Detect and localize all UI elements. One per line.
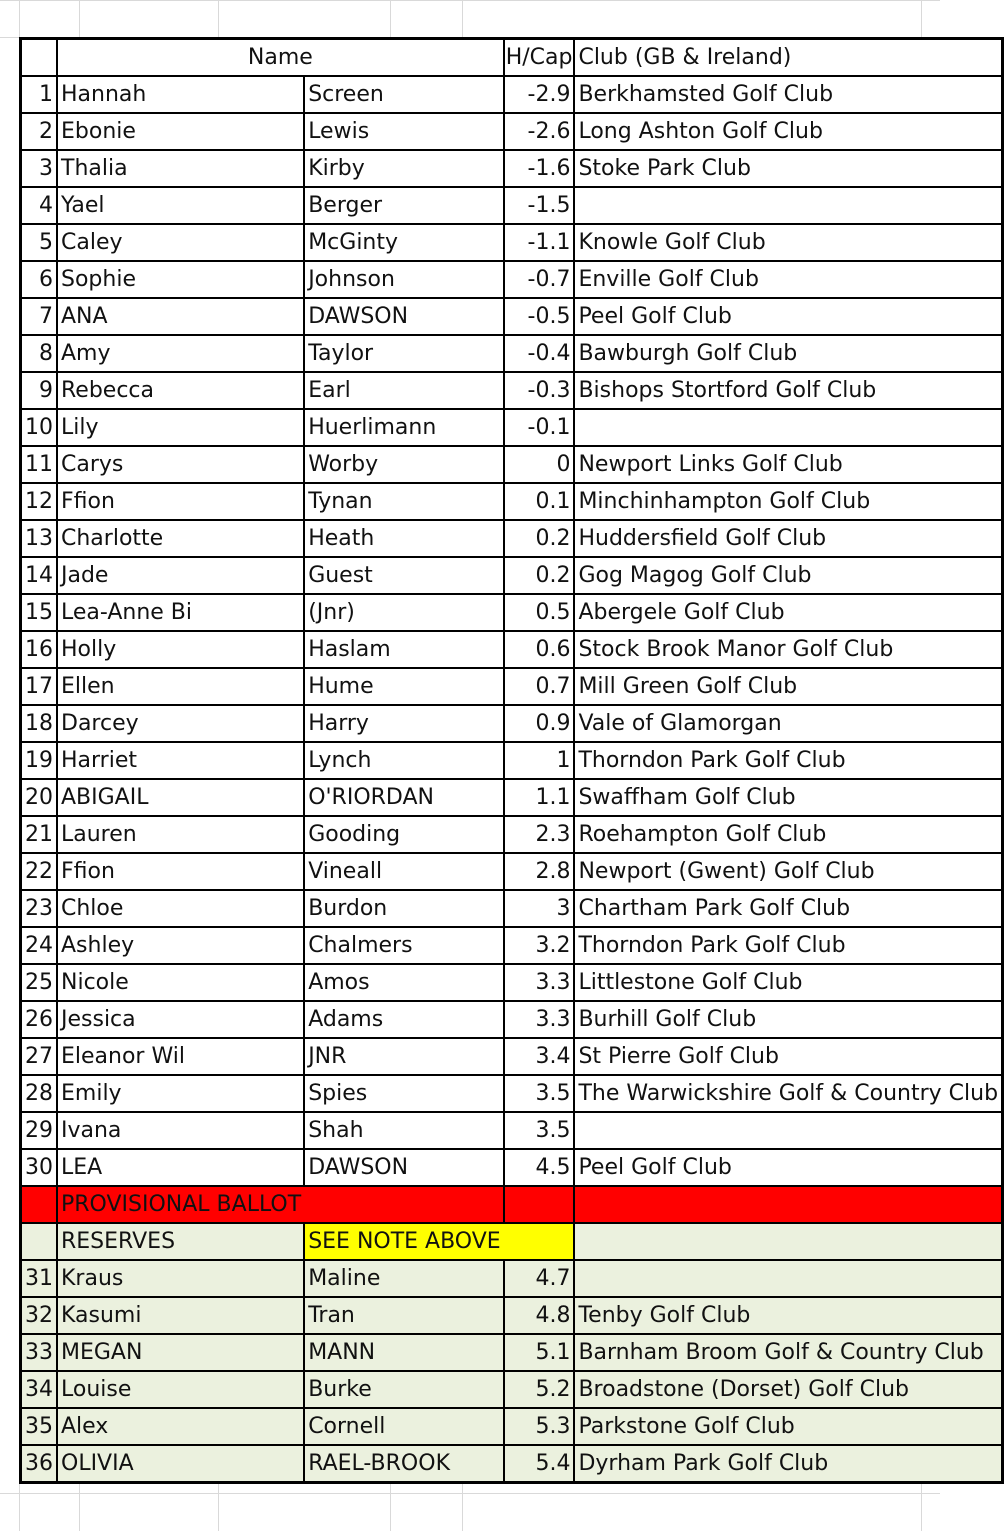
first-name-cell[interactable]: Eleanor Wil	[57, 1038, 304, 1075]
last-name-cell[interactable]: Gooding	[304, 816, 504, 853]
handicap-cell[interactable]: 2.8	[504, 853, 575, 890]
provisional-ballot-row	[21, 1186, 1003, 1223]
entry-number-cell[interactable]: 24	[21, 927, 58, 964]
header-hcap[interactable]: H/Cap	[504, 39, 575, 77]
last-name-cell[interactable]: Heath	[304, 520, 504, 557]
table-row	[21, 261, 1003, 298]
ballot-lastname-cell[interactable]	[304, 1186, 504, 1223]
entry-number-cell[interactable]: 29	[21, 1112, 58, 1149]
entry-number-cell[interactable]: 3	[21, 150, 58, 187]
last-name-cell[interactable]: Lewis	[304, 113, 504, 150]
table-row	[21, 964, 1003, 1001]
handicap-cell[interactable]: 3.3	[504, 964, 575, 1001]
last-name-cell[interactable]: Guest	[304, 557, 504, 594]
club-cell[interactable]: Broadstone (Dorset) Golf Club	[574, 1371, 1002, 1408]
table-row	[21, 1260, 1003, 1297]
club-cell[interactable]: Stoke Park Club	[574, 150, 1002, 187]
handicap-cell[interactable]: 3.2	[504, 927, 575, 964]
handicap-cell[interactable]: 3.5	[504, 1075, 575, 1112]
last-name-cell[interactable]: DAWSON	[304, 1149, 504, 1186]
table-row	[21, 187, 1003, 224]
club-cell[interactable]: Bishops Stortford Golf Club	[574, 372, 1002, 409]
first-name-cell[interactable]: Amy	[57, 335, 304, 372]
first-name-cell[interactable]: Lauren	[57, 816, 304, 853]
first-name-cell[interactable]: Kasumi	[57, 1297, 304, 1334]
handicap-cell[interactable]: 0.2	[504, 557, 575, 594]
first-name-cell[interactable]: Ffion	[57, 853, 304, 890]
table-row	[21, 224, 1003, 261]
handicap-cell[interactable]: 0.9	[504, 705, 575, 742]
last-name-cell[interactable]: Screen	[304, 76, 504, 113]
club-cell[interactable]: Swaffham Golf Club	[574, 779, 1002, 816]
last-name-cell[interactable]: MANN	[304, 1334, 504, 1371]
header-row	[21, 39, 1003, 77]
entry-number-cell[interactable]: 25	[21, 964, 58, 1001]
last-name-cell[interactable]: JNR	[304, 1038, 504, 1075]
entry-number-cell[interactable]: 9	[21, 372, 58, 409]
first-name-cell[interactable]: Sophie	[57, 261, 304, 298]
first-name-cell[interactable]: Nicole	[57, 964, 304, 1001]
last-name-cell[interactable]: Maline	[304, 1260, 504, 1297]
last-name-cell[interactable]: McGinty	[304, 224, 504, 261]
club-cell[interactable]: Newport (Gwent) Golf Club	[574, 853, 1002, 890]
entry-number-cell[interactable]: 28	[21, 1075, 58, 1112]
table-row	[21, 298, 1003, 335]
first-name-cell[interactable]: Ivana	[57, 1112, 304, 1149]
reserves-label[interactable]: RESERVES	[57, 1223, 304, 1260]
club-cell[interactable]: Newport Links Golf Club	[574, 446, 1002, 483]
first-name-cell[interactable]: Yael	[57, 187, 304, 224]
first-name-cell[interactable]: Carys	[57, 446, 304, 483]
club-cell[interactable]: Huddersfield Golf Club	[574, 520, 1002, 557]
table-row	[21, 150, 1003, 187]
entry-number-cell[interactable]: 32	[21, 1297, 58, 1334]
first-name-cell[interactable]: Ashley	[57, 927, 304, 964]
table-row	[21, 779, 1003, 816]
club-cell[interactable]: Stock Brook Manor Golf Club	[574, 631, 1002, 668]
reserves-note[interactable]: SEE NOTE ABOVE	[304, 1223, 504, 1260]
first-name-cell[interactable]: ANA	[57, 298, 304, 335]
first-name-cell[interactable]: Emily	[57, 1075, 304, 1112]
club-cell[interactable]: Dyrham Park Golf Club	[574, 1445, 1002, 1483]
first-name-cell[interactable]: Louise	[57, 1371, 304, 1408]
club-cell[interactable]: Long Ashton Golf Club	[574, 113, 1002, 150]
table-row	[21, 483, 1003, 520]
club-cell[interactable]: St Pierre Golf Club	[574, 1038, 1002, 1075]
club-cell[interactable]: Mill Green Golf Club	[574, 668, 1002, 705]
last-name-cell[interactable]: Spies	[304, 1075, 504, 1112]
handicap-cell[interactable]: 4.8	[504, 1297, 575, 1334]
last-name-cell[interactable]: DAWSON	[304, 298, 504, 335]
table-row	[21, 557, 1003, 594]
table-row	[21, 1371, 1003, 1408]
handicap-cell[interactable]: -0.7	[504, 261, 575, 298]
handicap-cell[interactable]: 4.7	[504, 1260, 575, 1297]
club-cell[interactable]: Bawburgh Golf Club	[574, 335, 1002, 372]
first-name-cell[interactable]: Jade	[57, 557, 304, 594]
table-row	[21, 1297, 1003, 1334]
table-row	[21, 631, 1003, 668]
first-name-cell[interactable]: Holly	[57, 631, 304, 668]
entry-number-cell[interactable]: 23	[21, 890, 58, 927]
roster-table	[19, 37, 1004, 1484]
handicap-cell[interactable]: -1.6	[504, 150, 575, 187]
handicap-cell[interactable]: -1.1	[504, 224, 575, 261]
club-cell[interactable]: Roehampton Golf Club	[574, 816, 1002, 853]
entry-number-cell[interactable]: 35	[21, 1408, 58, 1445]
last-name-cell[interactable]: Tynan	[304, 483, 504, 520]
entry-number-cell[interactable]: 17	[21, 668, 58, 705]
entry-number-cell[interactable]: 22	[21, 853, 58, 890]
entry-number-cell[interactable]: 14	[21, 557, 58, 594]
club-cell[interactable]	[574, 409, 1002, 446]
reserves-header-row	[21, 1223, 1003, 1260]
handicap-cell[interactable]: 5.4	[504, 1445, 575, 1483]
handicap-cell[interactable]: -0.4	[504, 335, 575, 372]
handicap-cell[interactable]: 1.1	[504, 779, 575, 816]
club-cell[interactable]: The Warwickshire Golf & Country Club	[574, 1075, 1002, 1112]
entry-number-cell[interactable]: 19	[21, 742, 58, 779]
first-name-cell[interactable]: OLIVIA	[57, 1445, 304, 1483]
table-row	[21, 594, 1003, 631]
club-cell[interactable]: Abergele Golf Club	[574, 594, 1002, 631]
first-name-cell[interactable]: ABIGAIL	[57, 779, 304, 816]
handicap-cell[interactable]: 0.5	[504, 594, 575, 631]
last-name-cell[interactable]: Taylor	[304, 335, 504, 372]
first-name-cell[interactable]: Ffion	[57, 483, 304, 520]
handicap-cell[interactable]: 1	[504, 742, 575, 779]
header-number-cell[interactable]	[21, 39, 58, 77]
handicap-cell[interactable]: 2.3	[504, 816, 575, 853]
entry-number-cell[interactable]: 21	[21, 816, 58, 853]
last-name-cell[interactable]: Worby	[304, 446, 504, 483]
first-name-cell[interactable]: Kraus	[57, 1260, 304, 1297]
last-name-cell[interactable]: Tran	[304, 1297, 504, 1334]
entry-number-cell[interactable]: 31	[21, 1260, 58, 1297]
last-name-cell[interactable]: Johnson	[304, 261, 504, 298]
entry-number-cell[interactable]: 36	[21, 1445, 58, 1483]
club-cell[interactable]: Enville Golf Club	[574, 261, 1002, 298]
last-name-cell[interactable]: Berger	[304, 187, 504, 224]
handicap-cell[interactable]: 0.7	[504, 668, 575, 705]
handicap-cell[interactable]: 5.1	[504, 1334, 575, 1371]
handicap-cell[interactable]: 5.3	[504, 1408, 575, 1445]
last-name-cell[interactable]: Harry	[304, 705, 504, 742]
last-name-cell[interactable]: O'RIORDAN	[304, 779, 504, 816]
last-name-cell[interactable]: RAEL-BROOK	[304, 1445, 504, 1483]
handicap-cell[interactable]: -0.1	[504, 409, 575, 446]
last-name-cell[interactable]: Kirby	[304, 150, 504, 187]
first-name-cell[interactable]: Ellen	[57, 668, 304, 705]
first-name-cell[interactable]: Jessica	[57, 1001, 304, 1038]
first-name-cell[interactable]: Charlotte	[57, 520, 304, 557]
first-name-cell[interactable]: LEA	[57, 1149, 304, 1186]
last-name-cell[interactable]: Chalmers	[304, 927, 504, 964]
entry-number-cell[interactable]: 6	[21, 261, 58, 298]
table-row	[21, 927, 1003, 964]
first-name-cell[interactable]: Alex	[57, 1408, 304, 1445]
handicap-cell[interactable]: 3	[504, 890, 575, 927]
entry-number-cell[interactable]: 26	[21, 1001, 58, 1038]
last-name-cell[interactable]: Adams	[304, 1001, 504, 1038]
table-row	[21, 520, 1003, 557]
ballot-number-cell[interactable]	[21, 1186, 58, 1223]
table-row	[21, 1334, 1003, 1371]
handicap-cell[interactable]: -0.5	[504, 298, 575, 335]
entry-number-cell[interactable]: 11	[21, 446, 58, 483]
first-name-cell[interactable]: Caley	[57, 224, 304, 261]
entry-number-cell[interactable]: 27	[21, 1038, 58, 1075]
ballot-label[interactable]: PROVISIONAL BALLOT	[57, 1186, 304, 1223]
club-cell[interactable]	[574, 1260, 1002, 1297]
entry-number-cell[interactable]: 34	[21, 1371, 58, 1408]
handicap-cell[interactable]: -2.6	[504, 113, 575, 150]
club-cell[interactable]: Burhill Golf Club	[574, 1001, 1002, 1038]
club-cell[interactable]: Barnham Broom Golf & Country Club	[574, 1334, 1002, 1371]
table-row	[21, 1001, 1003, 1038]
table-row	[21, 1149, 1003, 1186]
table-row	[21, 742, 1003, 779]
entry-number-cell[interactable]: 7	[21, 298, 58, 335]
club-cell[interactable]	[574, 1112, 1002, 1149]
handicap-cell[interactable]: 3.5	[504, 1112, 575, 1149]
last-name-cell[interactable]: Earl	[304, 372, 504, 409]
last-name-cell[interactable]: Shah	[304, 1112, 504, 1149]
table-row	[21, 446, 1003, 483]
first-name-cell[interactable]: MEGAN	[57, 1334, 304, 1371]
table-row	[21, 76, 1003, 113]
club-cell[interactable]: Thorndon Park Golf Club	[574, 742, 1002, 779]
club-cell[interactable]: Knowle Golf Club	[574, 224, 1002, 261]
handicap-cell[interactable]: 5.2	[504, 1371, 575, 1408]
header-club[interactable]: Club (GB & Ireland)	[574, 39, 1002, 77]
club-cell[interactable]	[574, 187, 1002, 224]
table-row	[21, 1038, 1003, 1075]
entry-number-cell[interactable]: 8	[21, 335, 58, 372]
first-name-cell[interactable]: Harriet	[57, 742, 304, 779]
club-cell[interactable]: Chartham Park Golf Club	[574, 890, 1002, 927]
entry-number-cell[interactable]: 10	[21, 409, 58, 446]
handicap-cell[interactable]: 0.1	[504, 483, 575, 520]
entry-number-cell[interactable]: 16	[21, 631, 58, 668]
handicap-cell[interactable]: 0.2	[504, 520, 575, 557]
entry-number-cell[interactable]: 20	[21, 779, 58, 816]
first-name-cell[interactable]: Hannah	[57, 76, 304, 113]
club-cell[interactable]: Vale of Glamorgan	[574, 705, 1002, 742]
table-row	[21, 890, 1003, 927]
club-cell[interactable]: Thorndon Park Golf Club	[574, 927, 1002, 964]
club-cell[interactable]: Gog Magog Golf Club	[574, 557, 1002, 594]
last-name-cell[interactable]: Cornell	[304, 1408, 504, 1445]
entry-number-cell[interactable]: 30	[21, 1149, 58, 1186]
handicap-cell[interactable]: 3.4	[504, 1038, 575, 1075]
table-row	[21, 113, 1003, 150]
entry-number-cell[interactable]: 2	[21, 113, 58, 150]
reserves-number-cell[interactable]	[21, 1223, 58, 1260]
club-cell[interactable]: Berkhamsted Golf Club	[574, 76, 1002, 113]
last-name-cell[interactable]: Vineall	[304, 853, 504, 890]
entry-number-cell[interactable]: 12	[21, 483, 58, 520]
first-name-cell[interactable]: Lily	[57, 409, 304, 446]
handicap-cell[interactable]: 3.3	[504, 1001, 575, 1038]
entry-number-cell[interactable]: 1	[21, 76, 58, 113]
last-name-cell[interactable]: Huerlimann	[304, 409, 504, 446]
entry-number-cell[interactable]: 18	[21, 705, 58, 742]
first-name-cell[interactable]: Chloe	[57, 890, 304, 927]
club-cell[interactable]: Peel Golf Club	[574, 1149, 1002, 1186]
entry-number-cell[interactable]: 5	[21, 224, 58, 261]
entry-number-cell[interactable]: 33	[21, 1334, 58, 1371]
last-name-cell[interactable]: (Jnr)	[304, 594, 504, 631]
reserves-note-spill[interactable]	[504, 1223, 575, 1260]
table-row	[21, 1075, 1003, 1112]
table-row	[21, 668, 1003, 705]
club-cell[interactable]: Tenby Golf Club	[574, 1297, 1002, 1334]
table-row	[21, 816, 1003, 853]
table-row	[21, 1445, 1003, 1483]
handicap-cell[interactable]: 0.6	[504, 631, 575, 668]
table-row	[21, 1112, 1003, 1149]
first-name-cell[interactable]: Lea-Anne Bi	[57, 594, 304, 631]
last-name-cell[interactable]: Amos	[304, 964, 504, 1001]
last-name-cell[interactable]: Haslam	[304, 631, 504, 668]
club-cell[interactable]: Parkstone Golf Club	[574, 1408, 1002, 1445]
table-row	[21, 1408, 1003, 1445]
handicap-cell[interactable]: -0.3	[504, 372, 575, 409]
last-name-cell[interactable]: Lynch	[304, 742, 504, 779]
last-name-cell[interactable]: Burdon	[304, 890, 504, 927]
club-cell[interactable]: Littlestone Golf Club	[574, 964, 1002, 1001]
first-name-cell[interactable]: Ebonie	[57, 113, 304, 150]
entry-number-cell[interactable]: 4	[21, 187, 58, 224]
reserves-club-cell[interactable]	[574, 1223, 1002, 1260]
handicap-cell[interactable]: 4.5	[504, 1149, 575, 1186]
table-row	[21, 335, 1003, 372]
table-row	[21, 853, 1003, 890]
first-name-cell[interactable]: Thalia	[57, 150, 304, 187]
last-name-cell[interactable]: Hume	[304, 668, 504, 705]
club-cell[interactable]: Minchinhampton Golf Club	[574, 483, 1002, 520]
entry-number-cell[interactable]: 13	[21, 520, 58, 557]
table-row	[21, 409, 1003, 446]
first-name-cell[interactable]: Darcey	[57, 705, 304, 742]
handicap-cell[interactable]: -1.5	[504, 187, 575, 224]
entry-number-cell[interactable]: 15	[21, 594, 58, 631]
table-row	[21, 705, 1003, 742]
table-row	[21, 372, 1003, 409]
last-name-cell[interactable]: Burke	[304, 1371, 504, 1408]
header-name[interactable]: Name	[57, 39, 504, 77]
ballot-hcap-cell[interactable]	[504, 1186, 575, 1223]
first-name-cell[interactable]: Rebecca	[57, 372, 304, 409]
ballot-club-cell[interactable]	[574, 1186, 1002, 1223]
handicap-cell[interactable]: -2.9	[504, 76, 575, 113]
club-cell[interactable]: Peel Golf Club	[574, 298, 1002, 335]
handicap-cell[interactable]: 0	[504, 446, 575, 483]
